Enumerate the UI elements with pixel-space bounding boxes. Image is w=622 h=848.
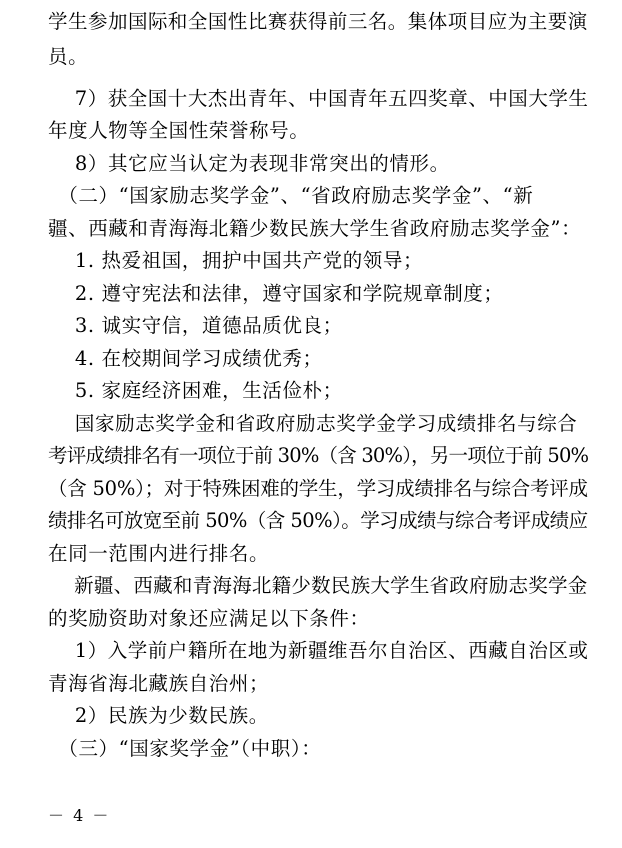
text-line: 新疆、西藏和青海海北籍少数民族大学生省政府励志奖学金 [48, 574, 588, 597]
text-line: 2. 遵守宪法和法律，遵守国家和学院规章制度； [48, 282, 504, 305]
text-line: （三）“国家奖学金”（中职）： [48, 737, 322, 760]
text-line: 1. 热爱祖国，拥护中国共产党的领导； [48, 249, 424, 272]
text-line: 疆、西藏和青海海北籍少数民族大学生省政府励志奖学金”： [48, 217, 582, 240]
text-line: 5. 家庭经济困难，生活俭朴； [48, 379, 343, 402]
text-line: 在同一范围内进行排名。 [48, 542, 270, 565]
text-line: （二）“国家励志奖学金”、“省政府励志奖学金”、“新 [48, 184, 534, 207]
text-line: 的奖励资助对象还应满足以下条件： [48, 607, 370, 630]
text-line: 8）其它应当认定为表现非常突出的情形。 [48, 152, 450, 175]
text-line: 7）获全国十大杰出青年、中国青年五四奖章、中国大学生 [48, 87, 589, 110]
text-line: 员。 [48, 45, 89, 68]
text-line: 学生参加国际和全国性比赛获得前三名。集体项目应为主要演 [48, 10, 588, 33]
text-line: 4. 在校期间学习成绩优秀； [48, 347, 323, 370]
text-line: 青海省海北藏族自治州； [48, 672, 270, 695]
text-line: 考评成绩排名有一项位于前 30%（含 30%），另一项位于前 50% [48, 444, 589, 467]
text-line: 国家励志奖学金和省政府励志奖学金学习成绩排名与综合 [48, 412, 578, 435]
text-line: 绩排名可放宽至前 50%（含 50%）。学习成绩与综合考评成绩应 [48, 509, 588, 532]
text-line: 1）入学前户籍所在地为新疆维吾尔自治区、西藏自治区或 [48, 639, 589, 662]
page-number: － 4 － [48, 806, 111, 825]
text-line: 年度人物等全国性荣誉称号。 [48, 119, 310, 142]
text-line: （含 50%）；对于特殊困难的学生，学习成绩排名与综合考评成 [48, 477, 588, 500]
text-line: 2）民族为少数民族。 [48, 704, 269, 727]
text-line: 3. 诚实守信，道德品质优良； [48, 314, 343, 337]
